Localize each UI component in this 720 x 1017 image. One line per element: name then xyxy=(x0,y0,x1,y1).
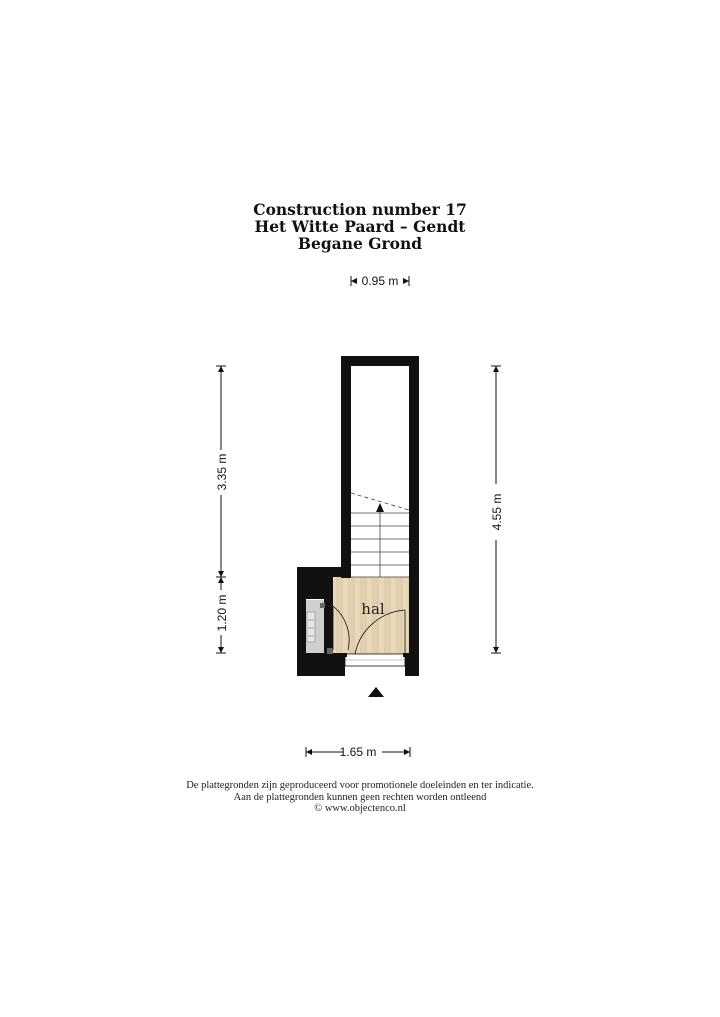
entrance-arrow xyxy=(368,687,384,697)
plan-title: Construction number 17 xyxy=(253,200,467,219)
stair-direction-arrow xyxy=(376,503,384,512)
dim-bottom-label: 1.65 m xyxy=(339,745,377,759)
disclaimer xyxy=(0,780,720,815)
floor-name: Begane Grond xyxy=(297,234,423,253)
dim-right-label: 4.55 m xyxy=(490,493,504,531)
dim-left-lower-label: 1.20 m xyxy=(215,594,229,632)
dim-left-upper-label: 3.35 m xyxy=(215,453,229,491)
disclaimer-line-2: Aan de plattegronden kunnen geen rechten worden ontleend xyxy=(233,791,487,803)
dim-top-label: 0.95 m xyxy=(361,274,399,288)
copyright: © www.objectenco.nl xyxy=(314,803,406,814)
plan-subtitle: Het Witte Paard – Gendt xyxy=(254,217,466,236)
disclaimer-line-1: De plattegronden zijn geproduceerd voor promotionele doeleinden en ter indicatie. xyxy=(186,780,534,791)
room-label-hal: hal xyxy=(361,600,385,618)
